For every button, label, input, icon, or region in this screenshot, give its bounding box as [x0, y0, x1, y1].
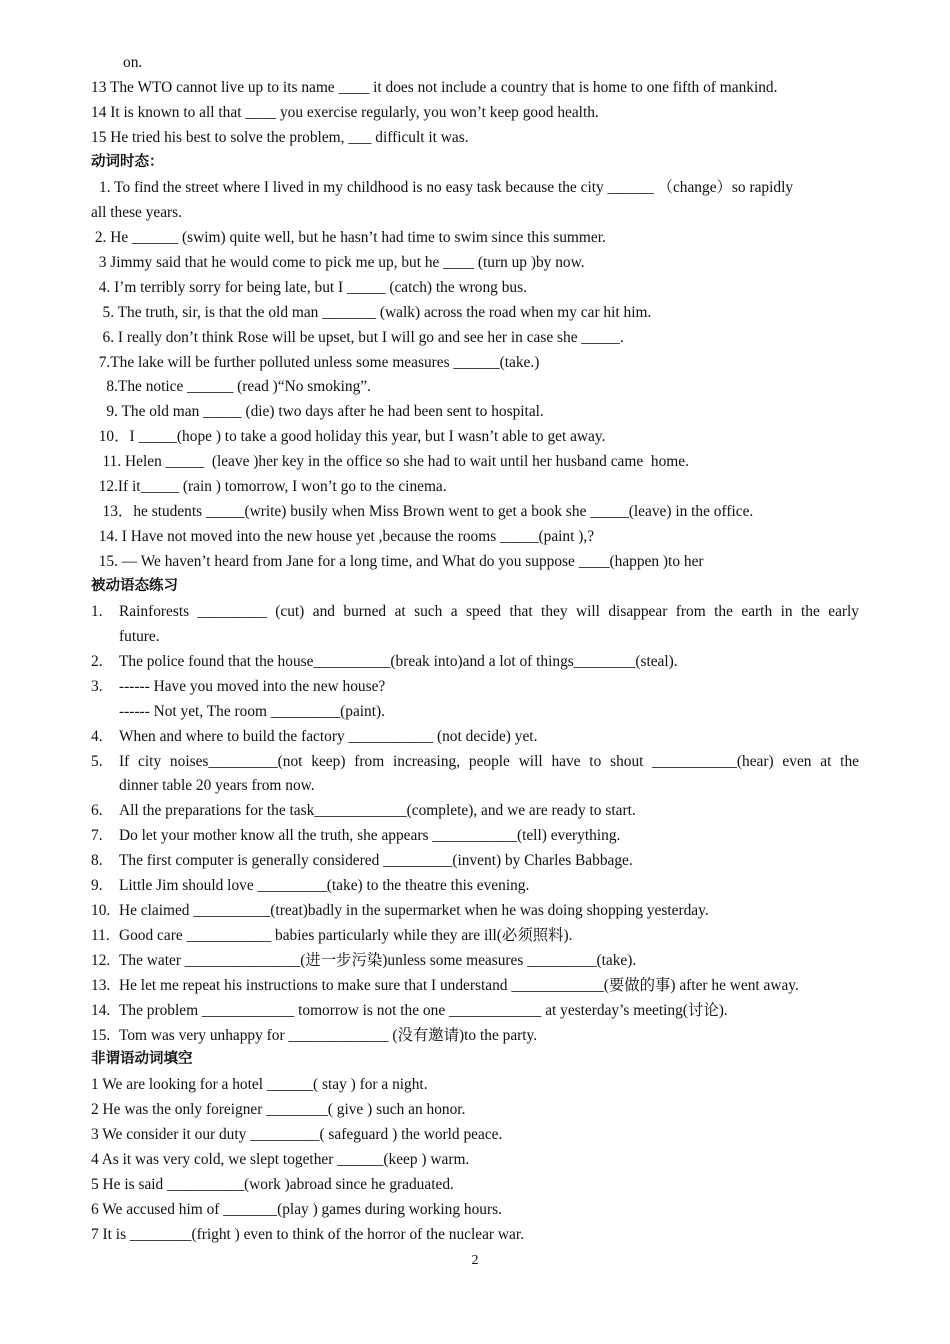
passive-item-text: Tom was very unhappy for _____________ (没有邀请)to the party. [119, 1027, 538, 1044]
passive-item-text: The water _______________(进一步污染)unless some measures _________(take). [119, 952, 637, 969]
passive-item-number: 2. [91, 653, 103, 670]
nonfinite-item: 1 We are looking for a hotel ______( stay ) for a night. [91, 1076, 428, 1093]
tense-item-1: 1. To find the street where I lived in my childhood is no easy task because the city ______ （change）so rapidly [99, 179, 794, 196]
nonfinite-item: 2 He was the only foreigner ________( give ) such an honor. [91, 1101, 466, 1118]
passive-item-text: He claimed __________(treat)badly in the supermarket when he was doing shopping yesterday. [119, 902, 709, 919]
section-heading-nonfinite: 非谓语动词填空 [91, 1051, 193, 1067]
question-14: 14 It is known to all that ____ you exercise regularly, you won’t keep good health. [91, 104, 599, 121]
nonfinite-item: 3 We consider it our duty _________( safeguard ) the world peace. [91, 1126, 503, 1143]
passive-item-text: He let me repeat his instructions to make sure that I understand ____________(要做的事) after he went away. [119, 977, 799, 994]
page-number: 2 [471, 1253, 479, 1268]
passive-item-text: Do let your mother know all the truth, she appears ___________(tell) everything. [119, 827, 621, 844]
nonfinite-item: 7 It is ________(fright ) even to think of the horror of the nuclear war. [91, 1226, 524, 1243]
passive-item-number: 13. [91, 977, 111, 994]
continuation-line: on. [123, 54, 143, 71]
tense-item: 8.The notice ______ (read )“No smoking”. [91, 378, 371, 395]
tense-item: 2. He ______ (swim) quite well, but he hasn’t had time to swim since this summer. [91, 229, 606, 246]
tense-item: 13．he students _____(write) busily when Miss Brown went to get a book she _____(leave) in the office. [91, 503, 754, 520]
passive-item-number: 3. [91, 678, 103, 695]
section-heading-tense: 动词时态： [91, 154, 164, 170]
passive-item-number: 4. [91, 728, 103, 745]
tense-item: 7.The lake will be further polluted unless some measures ______(take.) [91, 354, 540, 371]
passive-item-text-cont: dinner table 20 years from now. [119, 777, 315, 794]
tense-item: 3 Jimmy said that he would come to pick me up, but he ____ (turn up )by now. [91, 254, 585, 271]
tense-item: 4. I’m terribly sorry for being late, but I _____ (catch) the wrong bus. [91, 279, 527, 296]
tense-item: 9. The old man _____ (die) two days after he had been sent to hospital. [91, 403, 544, 420]
nonfinite-item: 6 We accused him of _______(play ) games during working hours. [91, 1201, 502, 1218]
nonfinite-item: 5 He is said __________(work )abroad since he graduated. [91, 1176, 454, 1193]
passive-item-text: Good care ___________ babies particularly while they are ill(必须照料). [119, 927, 573, 944]
question-13: 13 The WTO cannot live up to its name ____ it does not include a country that is home to one fifth of mankind. [91, 79, 778, 96]
passive-item-number: 9. [91, 877, 103, 894]
passive-item-number: 10. [91, 902, 111, 919]
tense-item: 14. I Have not moved into the new house yet ,because the rooms _____(paint ),? [91, 528, 595, 545]
passive-item-number: 14. [91, 1002, 111, 1019]
passive-item-text: When and where to build the factory ___________ (not decide) yet. [119, 728, 538, 745]
tense-item: 15. — We haven’t heard from Jane for a long time, and What do you suppose ____(happen )to her [91, 553, 704, 570]
passive-item-text-cont: ------ Not yet, The room _________(paint). [119, 703, 385, 720]
passive-item-text: ------ Have you moved into the new house? [119, 678, 386, 695]
passive-item-number: 7. [91, 827, 103, 844]
question-15: 15 He tried his best to solve the problem, ___ difficult it was. [91, 129, 469, 146]
tense-item: 11. Helen _____ (leave )her key in the office so she had to wait until her husband came home. [91, 453, 689, 470]
passive-item-text: The problem ____________ tomorrow is not the one ____________ at yesterday’s meeting(讨论). [119, 1002, 728, 1019]
passive-item-number: 1. [91, 603, 103, 620]
tense-item: 6. I really don’t think Rose will be upset, but I will go and see her in case she _____. [91, 329, 624, 346]
passive-item-number: 11. [91, 927, 110, 944]
passive-item-text: If city noises_________(not keep) from increasing, people will have to shout ___________(hear) even at the [119, 753, 859, 770]
passive-item-number: 5. [91, 753, 103, 770]
passive-item-number: 8. [91, 852, 103, 869]
passive-item-number: 15. [91, 1027, 111, 1044]
tense-item: 5. The truth, sir, is that the old man _______ (walk) across the road when my car hit him. [91, 304, 652, 321]
tense-item: 10．I _____(hope ) to take a good holiday this year, but I wasn’t able to get away. [91, 428, 606, 445]
passive-item-number: 12. [91, 952, 111, 969]
passive-item-text: The police found that the house__________(break into)and a lot of things________(steal). [119, 653, 678, 670]
passive-item-text: Rainforests _________ (cut) and burned at such a speed that they will disappear from the earth in the early [119, 603, 859, 620]
tense-item: 12.If it_____ (rain ) tomorrow, I won’t go to the cinema. [91, 478, 447, 495]
passive-item-text: Little Jim should love _________(take) to the theatre this evening. [119, 877, 530, 894]
nonfinite-item: 4 As it was very cold, we slept together ______(keep ) warm. [91, 1151, 470, 1168]
passive-item-text: All the preparations for the task____________(complete), and we are ready to start. [119, 802, 636, 819]
passive-item-text: The first computer is generally considered _________(invent) by Charles Babbage. [119, 852, 633, 869]
section-heading-passive: 被动语态练习 [91, 578, 178, 594]
passive-item-number: 6. [91, 802, 103, 819]
tense-item-1-cont: all these years. [91, 204, 183, 221]
passive-item-text-cont: future. [119, 628, 160, 645]
